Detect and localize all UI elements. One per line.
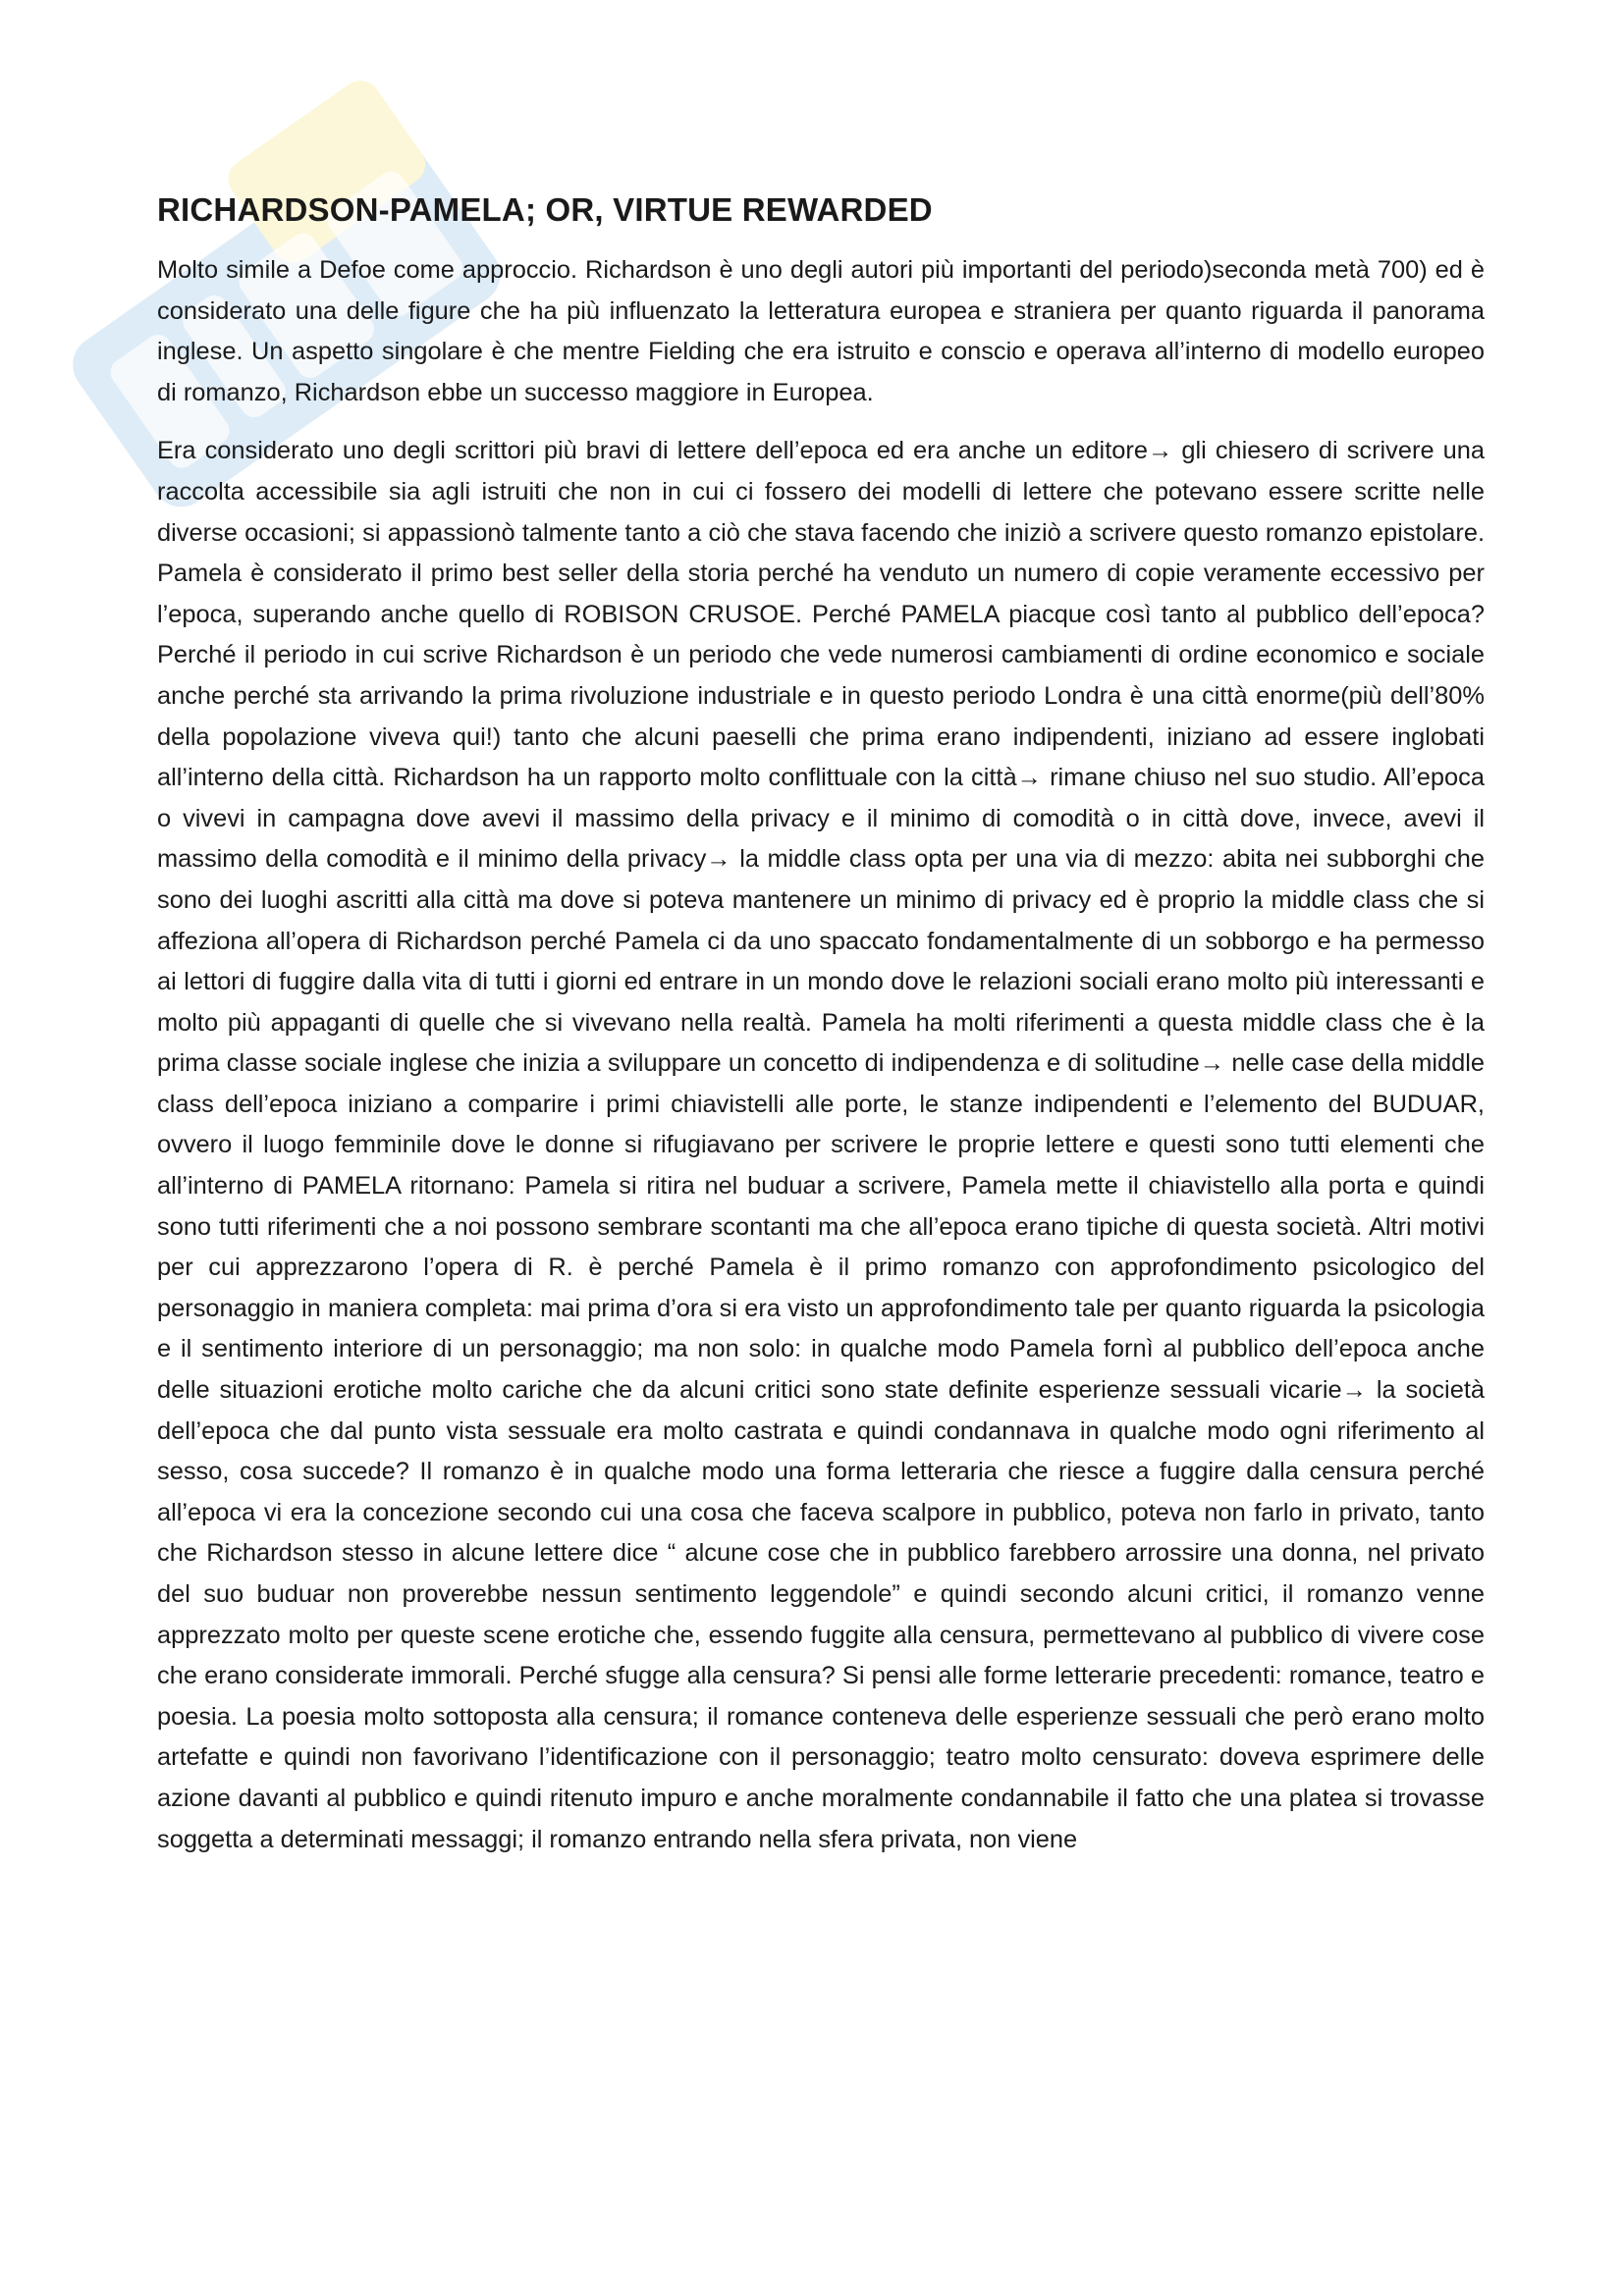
document-title: RICHARDSON-PAMELA; OR, VIRTUE REWARDED <box>157 191 933 228</box>
document-page <box>157 191 1485 1878</box>
paragraph-1: Molto simile a Defoe come approccio. Richardson è uno degli autori più importanti del periodo)seconda metà 700) ed è considerato una delle figure che ha più influenzato la letteratura europea e straniera per quanto riguarda il panorama inglese. Un aspetto singolare è che mentre Fielding che era istruito e conscio e operava all’interno di modello europeo di romanzo, Richardson ebbe un successo maggiore in Europea. <box>157 256 1485 406</box>
paragraph-2: Era considerato uno degli scrittori più bravi di lettere dell’epoca ed era anche un editore→ gli chiesero di scrivere una raccolta accessibile sia agli istruiti che non in cui ci fossero dei modelli di lettere che potevano essere scritte nelle diverse occasioni; si appassionò talmente tanto a ciò che stava facendo che iniziò a scrivere questo romanzo epistolare. Pamela è considerato il primo best seller della storia perché ha venduto un numero di copie veramente eccessivo per l’epoca, superando anche quello di ROBISON CRUSOE. Perché PAMELA piacque così tanto al pubblico dell’epoca? Perché il periodo in cui scrive Richardson è un periodo che vede numerosi cambiamenti di ordine economico e sociale anche perché sta arrivando la prima rivoluzione industriale e in questo periodo Londra è una città enorme(più dell’80% della popolazione viveva qui!) tanto che alcuni paeselli che prima erano indipendenti, iniziano ad essere inglobati all’interno della città. Richardson ha un rapporto molto conflittuale con la città→ rimane chiuso nel suo studio. All’epoca o vivevi in campagna dove avevi il massimo della privacy e il minimo di comodità o in città dove, invece, avevi il massimo della comodità e il minimo della privacy→ la middle class opta per una via di mezzo: abita nei subborghi che sono dei luoghi ascritti alla città ma dove si poteva mantenere un minimo di privacy ed è proprio la middle class che si affeziona all’opera di Richardson perché Pamela ci da uno spaccato fondamentalmente di un sobborgo e ha permesso ai lettori di fuggire dalla vita di tutti i giorni ed entrare in un mondo dove le relazioni sociali erano molto più interessanti e molto più appaganti di quelle che si vivevano nella realtà. Pamela ha molti riferimenti a questa middle class che è la prima classe sociale inglese che inizia a sviluppare un concetto di indipendenza e di solitudine→ nelle case della middle class dell’epoca iniziano a comparire i primi chiavistelli alle porte, le stanze indipendenti e l’elemento del BUDUAR, ovvero il luogo femminile dove le donne si rifugiavano per scrivere le proprie lettere e questi sono tutti elementi che all’interno di PAMELA ritornano: Pamela si ritira nel buduar a scrivere, Pamela mette il chiavistello alla porta e quindi sono tutti riferimenti che a noi possono sembrare scontanti ma che all’epoca erano tipiche di questa società. Altri motivi per cui apprezzarono l’opera di R. è perché Pamela è il primo romanzo con approfondimento psicologico del personaggio in maniera completa: mai prima d’ora si era visto un approfondimento tale per quanto riguarda la psicologia e il sentimento interiore di un personaggio; ma non solo: in qualche modo Pamela fornì al pubblico dell’epoca anche delle situazioni erotiche molto cariche che da alcuni critici sono state definite esperienze sessuali vicarie→ la società dell’epoca che dal punto vista sessuale era molto castrata e quindi condannava in qualche modo ogni riferimento al sesso, cosa succede? Il romanzo è in qualche modo una forma letteraria che riesce a fuggire dalla censura perché all’epoca vi era la concezione secondo cui una cosa che faceva scalpore in pubblico, poteva non farlo in privato, tanto che Richardson stesso in alcune lettere dice “ alcune cose che in pubblico farebbero arrossire una donna, nel privato del suo buduar non proverebbe nessun sentimento leggendole” e quindi secondo alcuni critici, il romanzo venne apprezzato molto per queste scene erotiche che, essendo fuggite alla censura, permettevano al pubblico di vivere cose che erano considerate immorali. Perché sfugge alla censura? Si pensi alle forme letterarie precedenti: romance, teatro e poesia. La poesia molto sottoposta alla censura; il romance conteneva delle esperienze sessuali che però erano molto artefatte e quindi non favorivano l’identificazione con il personaggio; teatro molto censurato: doveva esprimere delle azione davanti al pubblico e quindi ritenuto impuro e anche moralmente condannabile il fatto che una platea si trovasse soggetta a determinati messaggi; il romanzo entrando nella sfera privata, non viene <box>157 437 1485 1853</box>
